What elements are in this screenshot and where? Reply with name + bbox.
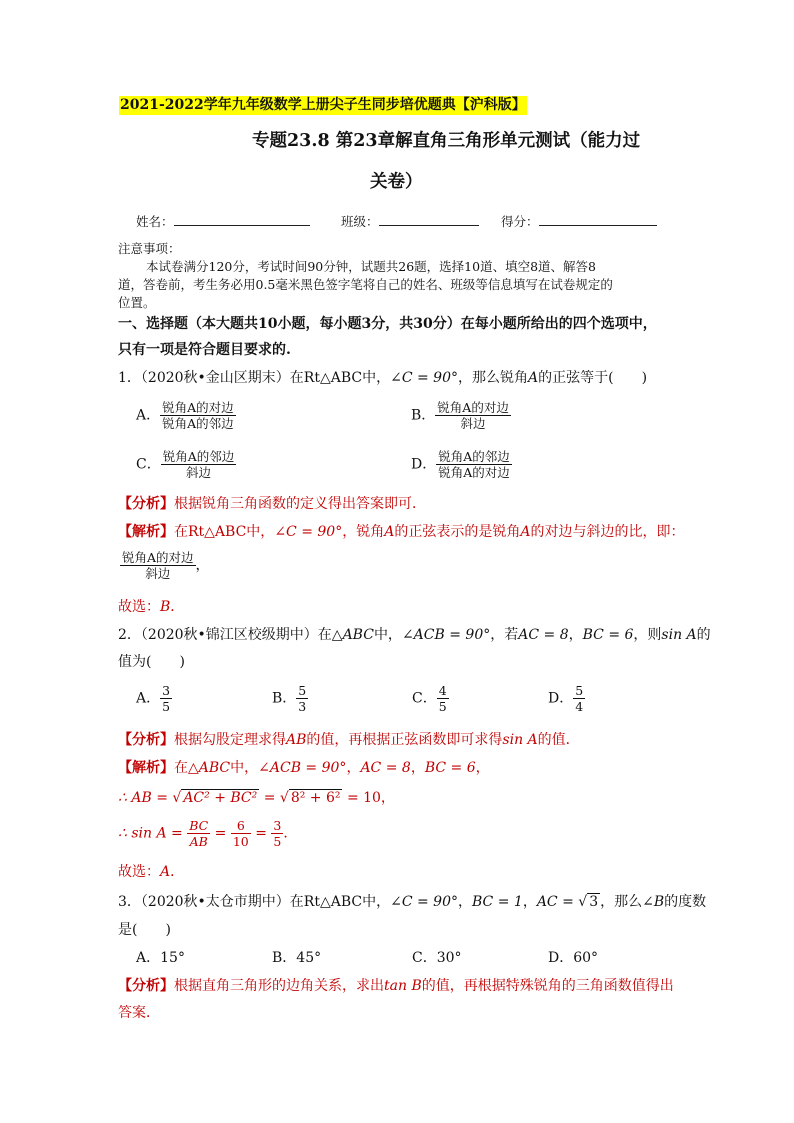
q3-analysis: 【分析】根据直角三角形的边角关系，求出tan B的值，再根据特殊锐角的三角函数值得出 xyxy=(118,978,674,994)
page-title-line2: 关卷） xyxy=(370,172,423,192)
q2-option-d[interactable]: D． $\frac{5}{4}$ xyxy=(548,683,584,714)
class-field-label: 班级： xyxy=(341,213,479,230)
notes-line3: 位置。 xyxy=(118,295,156,310)
q3-analysis-line2: 答案． xyxy=(118,1005,160,1021)
q1-option-c[interactable]: C． $\frac{\text{锐角A的邻边}}{\text{斜边}}$ xyxy=(136,449,235,480)
q3-option-d[interactable]: D．60° xyxy=(548,950,599,966)
q2-answer: 故选：A． xyxy=(118,864,185,880)
section1-heading-line1: 一、选择题（本大题共10小题，每小题3分，共30分）在每小题所给出的四个选项中， xyxy=(118,316,657,332)
name-blank[interactable] xyxy=(174,213,310,226)
q2-step1: ∴ AB = √ AC² + BC² = √ 8² + 6² = 10， xyxy=(118,790,395,806)
q2-option-c[interactable]: C． $\frac{4}{5}$ xyxy=(412,683,447,714)
q2-step2: ∴ sin A = $\frac{BC}{AB}$ = $\frac{6}{10}$ = $\frac{3}{5}$ ． xyxy=(118,818,298,849)
q2-stem: 2．（2020秋•锦江区校级期中）在△ABC中，∠ACB = 90°，若AC = 8，BC = 6，则sin A的 xyxy=(118,627,711,643)
q1-answer: 故选：B． xyxy=(118,599,185,615)
q2-option-b[interactable]: B． $\frac{5}{3}$ xyxy=(272,683,307,714)
q2-analysis: 【分析】根据勾股定理求得AB的值，再根据正弦函数即可求得sin A的值． xyxy=(118,732,580,748)
name-field-label: 姓名： xyxy=(136,213,310,230)
q3-option-b[interactable]: B．45° xyxy=(272,950,322,966)
q1-option-b[interactable]: B． $\frac{\text{锐角A的对边}}{\text{斜边}}$ xyxy=(411,400,509,431)
score-field-label: 得分： xyxy=(501,213,657,230)
q1-solution-result: $\frac{\text{锐角A的对边}}{\text{斜边}}$ ， xyxy=(122,550,210,581)
q2-solution: 【解析】在△ABC中，∠ACB = 90°，AC = 8，BC = 6， xyxy=(118,760,490,776)
q2-option-a[interactable]: A． $\frac{3}{5}$ xyxy=(136,683,171,714)
q1-option-d[interactable]: D． $\frac{\text{锐角A的邻边}}{\text{锐角A的对边}}$ xyxy=(411,449,510,480)
q3-option-c[interactable]: C．30° xyxy=(412,950,462,966)
q1-stem: 1．（2020秋•金山区期末）在Rt△ABC中，∠C = 90°，那么锐角A的正弦等于( ) xyxy=(118,370,648,386)
score-blank[interactable] xyxy=(539,213,657,226)
q3-stem-line2: 是( ) xyxy=(118,922,171,938)
q1-solution: 【解析】在Rt△ABC中，∠C = 90°，锐角A的正弦表示的是锐角A的对边与斜边的比，即： xyxy=(118,524,685,540)
q3-option-a[interactable]: A．15° xyxy=(136,950,185,966)
notes-heading: 注意事项： xyxy=(118,241,181,256)
notes-line1: 本试卷满分120分，考试时间90分钟，试题共26题，选择10道、填空8道、解答8 xyxy=(146,259,596,274)
q2-stem-line2: 值为( ) xyxy=(118,654,185,670)
notes-line2: 道，答卷前，考生务必用0.5毫米黑色签字笔将自己的姓名、班级等信息填写在试卷规定的 xyxy=(118,277,613,292)
section1-heading-line2: 只有一项是符合题目要求的. xyxy=(118,342,291,358)
q1-option-a[interactable]: A． $\frac{\text{锐角A的对边}}{\text{锐角A的邻边}}$ xyxy=(136,400,234,431)
class-blank[interactable] xyxy=(379,213,479,226)
series-highlight: 2021-2022学年九年级数学上册尖子生同步培优题典【沪科版】 xyxy=(120,97,526,113)
page-title-line1: 专题23.8 第23章解直角三角形单元测试（能力过 xyxy=(252,131,641,151)
q1-analysis: 【分析】根据锐角三角函数的定义得出答案即可． xyxy=(118,496,426,512)
q3-stem: 3．（2020秋•太仓市期中）在Rt△ABC中，∠C = 90°，BC = 1，AC = √ 3 ，那么∠B的度数 xyxy=(118,894,707,910)
